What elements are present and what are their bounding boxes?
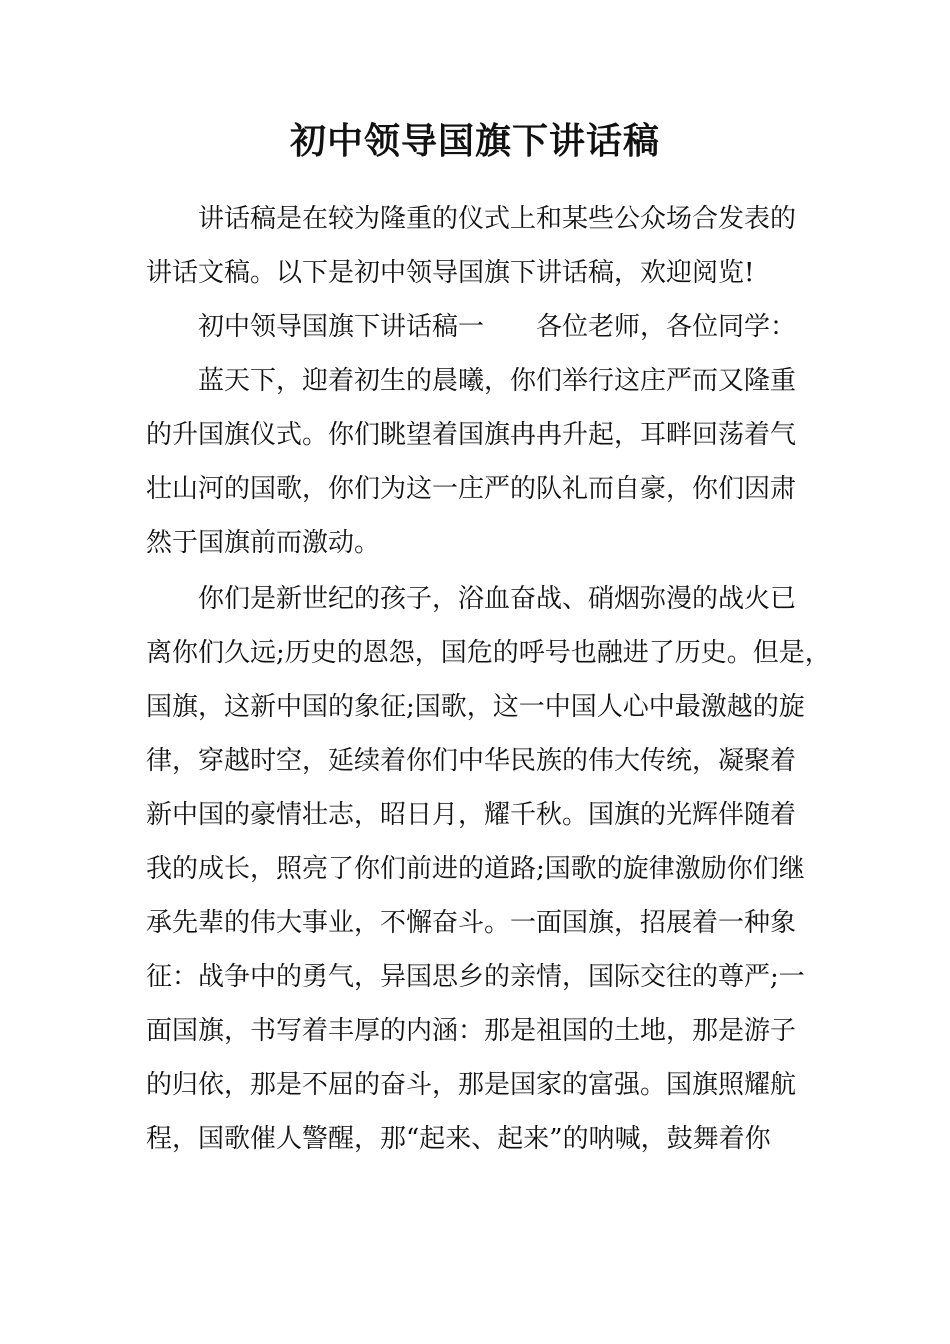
paragraph-line: 蓝天下，迎着初生的晨曦，你们举行这庄严而又隆重 (198, 366, 797, 396)
document-body (146, 192, 831, 1166)
paragraph-line: 征：战争中的勇气，异国思乡的亲情，国际交往的尊严;一 (146, 962, 805, 992)
paragraph-line: 的升国旗仪式。你们眺望着国旗冉冉升起，耳畔回荡着气 (146, 420, 797, 450)
paragraph-line: 讲话稿是在较为隆重的仪式上和某些公众场合发表的 (198, 204, 797, 234)
paragraph-line: 面国旗，书写着丰厚的内涵：那是祖国的土地，那是游子 (146, 1016, 797, 1046)
paragraph-line: 离你们久远;历史的恩怨，国危的呼号也融进了历史。但是， (146, 638, 831, 668)
paragraph-line: 国旗，这新中国的象征;国歌，这一中国人心中最激越的旋 (146, 692, 805, 722)
paragraph-line: 讲话文稿。以下是初中领导国旗下讲话稿，欢迎阅览! (146, 258, 755, 288)
paragraph-line: 然于国旗前而激动。 (146, 528, 381, 558)
paragraph-line: 律，穿越时空，延续着你们中华民族的伟大传统，凝聚着 (146, 746, 797, 776)
paragraph-line: 承先辈的伟大事业，不懈奋斗。一面国旗，招展着一种象 (146, 908, 797, 938)
document-title: 初中领导国旗下讲话稿 (289, 121, 660, 162)
paragraph-line: 我的成长，照亮了你们前进的道路;国歌的旋律激励你们继 (146, 854, 805, 884)
paragraph-line: 初中领导国旗下讲话稿一 各位老师，各位同学： (198, 312, 797, 342)
paragraph-line: 你们是新世纪的孩子，浴血奋战、硝烟弥漫的战火已 (198, 584, 797, 614)
paragraph-line: 的归依，那是不屈的奋斗，那是国家的富强。国旗照耀航 (146, 1070, 797, 1100)
paragraph-line: 壮山河的国歌，你们为这一庄严的队礼而自豪，你们因肃 (146, 474, 797, 504)
paragraph-line: 程，国歌催人警醒，那“起来、起来”的呐喊，鼓舞着你 (146, 1124, 771, 1154)
paragraph-line: 新中国的豪情壮志，昭日月，耀千秋。国旗的光辉伴随着 (146, 800, 797, 830)
